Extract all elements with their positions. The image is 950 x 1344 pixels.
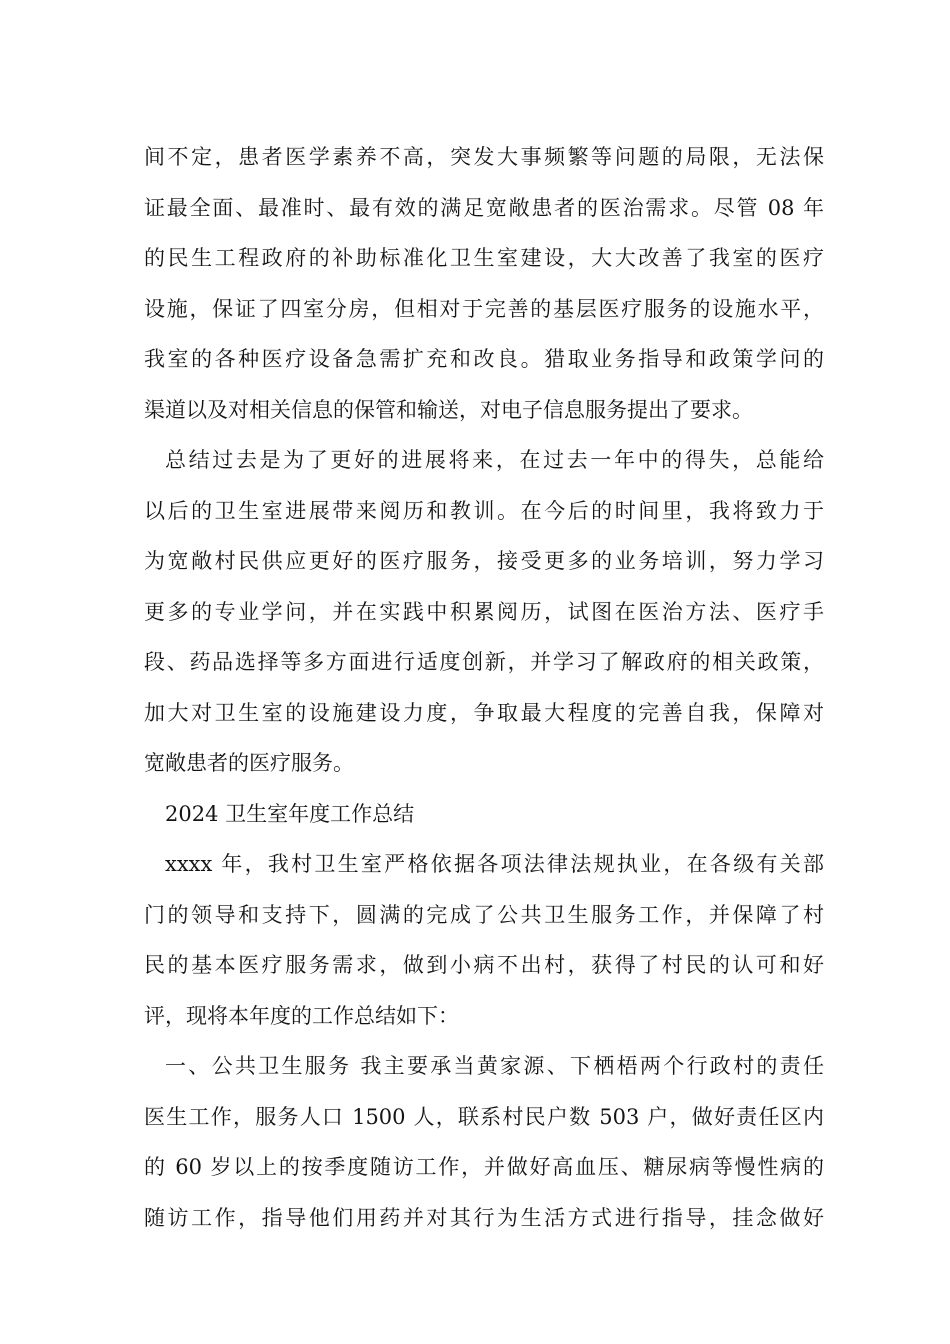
text-line: 民的基本医疗服务需求，做到小病不出村，获得了村民的认可和好 [144,953,824,977]
text-line: 我室的各种医疗设备急需扩充和改良。猎取业务指导和政策学问的 [144,347,824,371]
text-line: 渠道以及对相关信息的保管和输送，对电子信息服务提出了要求。 [144,397,753,422]
text-line: 的民生工程政府的补助标准化卫生室建设，大大改善了我室的医疗 [144,246,824,270]
text-line: 间不定，患者医学素养不高，突发大事频繁等问题的局限，无法保 [144,145,824,169]
text-line: 加大对卫生室的设施建设力度，争取最大程度的完善自我，保障对 [144,700,824,725]
text-line: 更多的专业学问，并在实践中积累阅历，试图在医治方法、医疗手 [144,599,824,624]
text-line: 设施，保证了四室分房，但相对于完善的基层医疗服务的设施水平， [144,296,824,321]
paragraph-first-line: 一、公共卫生服务 我主要承当黄家源、下栖梧两个行政村的责任 [165,1054,824,1078]
text-line: 以后的卫生室进展带来阅历和教训。在今后的时间里，我将致力于 [144,498,824,523]
text-line: 评，现将本年度的工作总结如下： [144,1003,459,1028]
paragraph-first-line: 总结过去是为了更好的进展将来，在过去一年中的得失，总能给 [165,448,824,472]
text-line: 段、药品选择等多方面进行适度创新，并学习了解政府的相关政策， [144,650,824,674]
text-line: 的 60 岁以上的按季度随访工作，并做好高血压、糖尿病等慢性病的 [144,1155,824,1179]
text-line: 为宽敞村民供应更好的医疗服务，接受更多的业务培训，努力学习 [144,549,824,573]
document-body [144,132,824,1243]
paragraph-first-line: xxxx 年，我村卫生室严格依据各项法律法规执业，在各级有关部 [165,852,824,876]
text-line: 随访工作，指导他们用药并对其行为生活方式进行指导，挂念做好 [144,1205,824,1230]
text-line: 证最全面、最准时、最有效的满足宽敞患者的医治需求。尽管 08 年 [144,195,824,220]
text-line: 宽敞患者的医疗服务。 [144,751,354,775]
text-line: 门的领导和支持下，圆满的完成了公共卫生服务工作，并保障了村 [144,902,824,927]
section-heading: 2024 卫生室年度工作总结 [165,801,415,826]
text-line: 医生工作，服务人口 1500 人，联系村民户数 503 户，做好责任区内 [144,1104,824,1129]
